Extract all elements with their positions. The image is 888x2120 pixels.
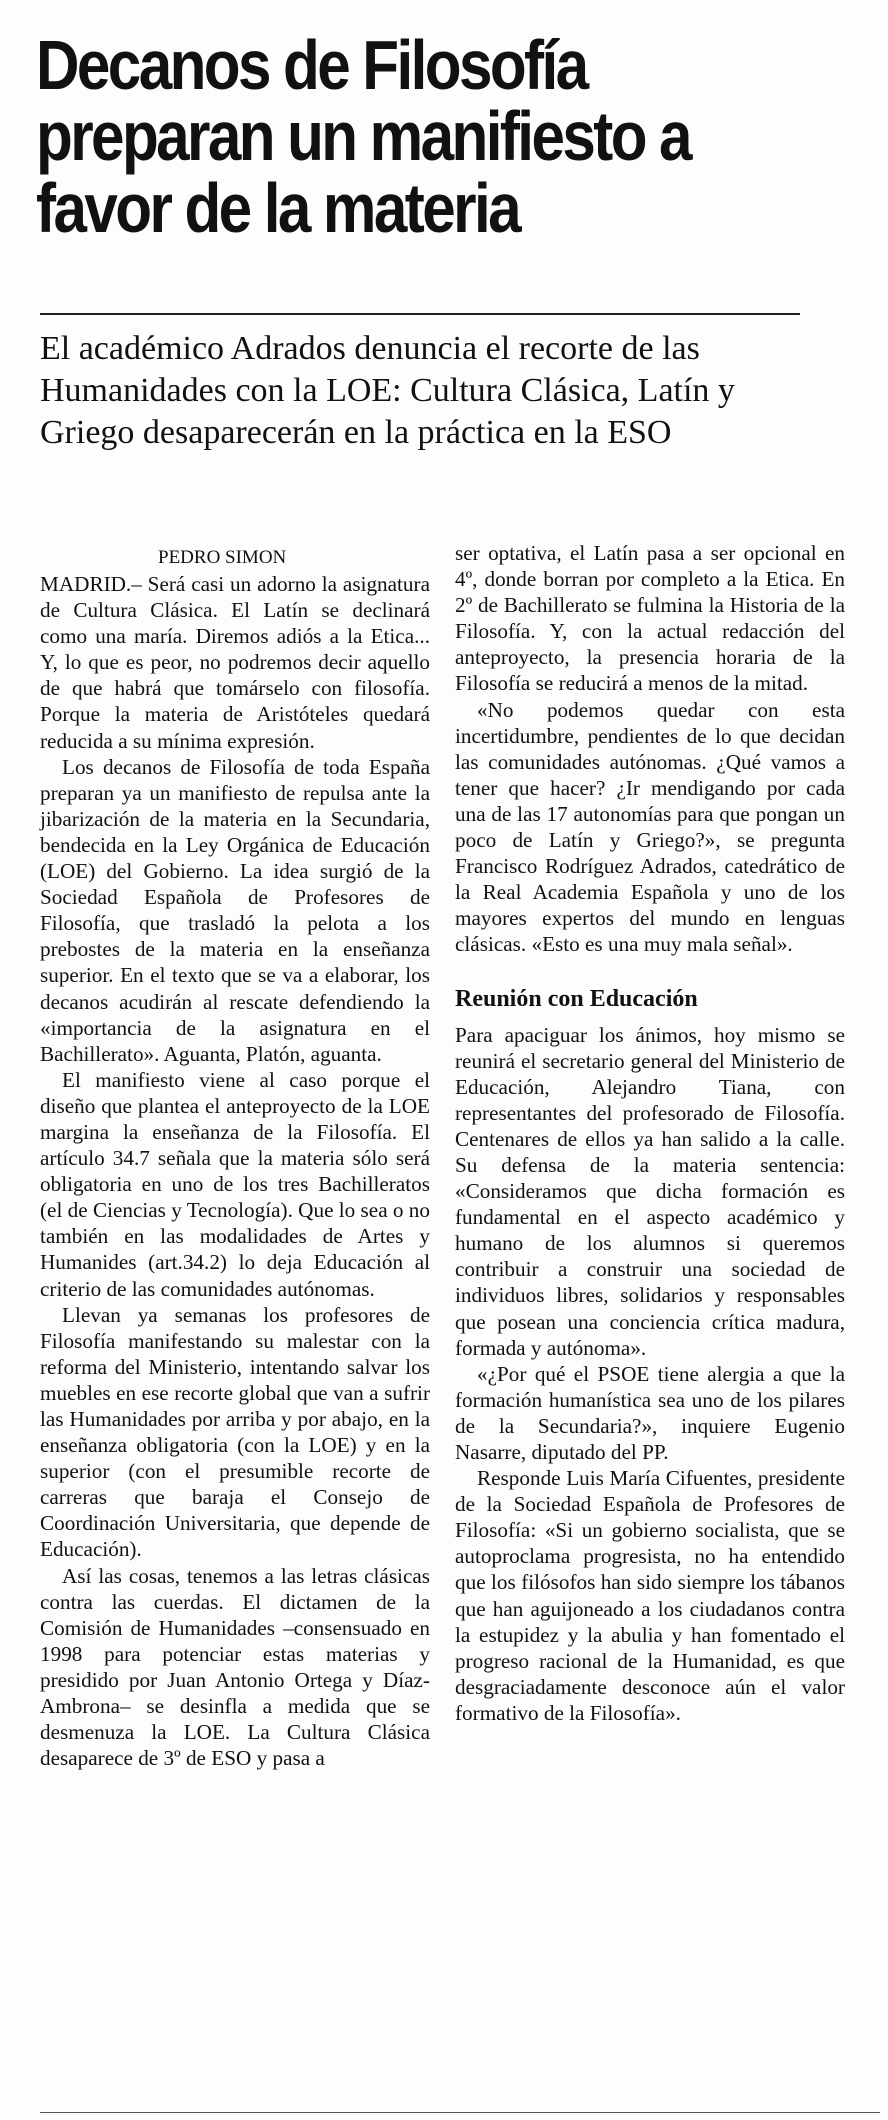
paragraph: «No podemos quedar con esta incertidumbre, pendientes de lo que decidan las comunidades autónomas. ¿Qué vamos a tener que hacer? ¿Ir mendigando por cada una de las 17 autonomías para que pongan un poco de Latín y Griego?», se pregunta Francisco Rodríguez Adrados, catedrático de la Real Academia Española y uno de los mayores expertos del mundo en lenguas clásicas. «Esto es una muy mala señal».: [455, 697, 845, 957]
paragraph: Para apaciguar los ánimos, hoy mismo se reunirá el secretario general del Ministerio de Educación, Alejandro Tiana, con representantes del profesorado de Filosofía. Centenares de ellos ya han salido a la calle. Su defensa de la materia sentencia: «Consideramos que dicha formación es fundamental en el aspecto académico y humano de los alumnos si queremos contribuir a construir una sociedad de individuos libres, solidarios y responsables que posean una conciencia crítica madura, formada y autónoma».: [455, 1022, 845, 1360]
paragraph: Así las cosas, tenemos a las letras clásicas contra las cuerdas. El dictamen de la Comisión de Humanidades –consensuado en 1998 para potenciar estas materias y presidido por Juan Antonio Ortega y Díaz-Ambrona– se desinfla a medida que se desmenuza la LOE. La Cultura Clásica desaparece de 3º de ESO y pasa a: [40, 1563, 430, 1771]
article-column-left: [40, 545, 430, 1771]
paragraph: Llevan ya semanas los profesores de Filosofía manifestando su malestar con la reforma del Ministerio, intentando salvar los muebles en ese recorte global que van a sufrir las Humanidades por arriba y por abajo, en la enseñanza obligatoria (con la LOE) y en la superior (con el presumible recorte de carreras que baraja el Consejo de Coordinación Universitaria, que depende de Educación).: [40, 1302, 430, 1562]
paragraph: MADRID.– Será casi un adorno la asignatura de Cultura Clásica. El Latín se declinará como una maría. Diremos adiós a la Etica... Y, lo que es peor, no podremos decir aquello de que habrá que tomárselo con filosofía. Porque la materia de Aristóteles quedará reducida a su mínima expresión.: [40, 572, 430, 753]
paragraph: Responde Luis María Cifuentes, presidente de la Sociedad Española de Profesores de Filosofía: «Si un gobierno socialista, que se autoproclama progresista, no ha entendido que los filósofos han sido siempre los tábanos que han aguijoneado a los ciudadanos contra la estupidez y la abulia y han fomentado el progreso racional de la Humanidad, es que desgraciadamente desconoce aún el valor formativo de la Filosofía».: [455, 1466, 845, 1725]
byline: PEDRO SIMON: [158, 547, 287, 568]
paragraph: ser optativa, el Latín pasa a ser opcional en 4º, donde borran por completo a la Etica. En 2º de Bachillerato se fulmina la Historia de la Filosofía. Y, con la actual redacción del anteproyecto, la presencia horaria de la Filosofía se reducirá a menos de la mitad.: [455, 541, 845, 696]
paragraph: El manifiesto viene al caso porque el diseño que plantea el anteproyecto de la LOE margina la enseñanza de la Filosofía. El artículo 34.7 señala que la materia sólo será obligatoria en uno de los tres Bachilleratos (el de Ciencias y Tecnología). Que lo sea o no también en las modalidades de Artes y Humanides (art.34.2) lo deja Educación al criterio de las comunidades autónomas.: [40, 1067, 430, 1301]
paragraph: «¿Por qué el PSOE tiene alergia a que la formación humanística sea uno de los pilares de la Secundaria?», inquiere Eugenio Nasarre, diputado del PP.: [455, 1361, 845, 1464]
article-column-right: [455, 540, 845, 1726]
subheadline: El académico Adrados denuncia el recorte de las Humanidades con la LOE: Cultura Clásica, Latín y Griego desaparecerán en la práctica en la ESO: [40, 330, 735, 451]
section-heading: Reunión con Educación: [455, 985, 698, 1012]
paragraph: Los decanos de Filosofía de toda España preparan ya un manifiesto de repulsa ante la jibarización de la materia en la Secundaria, bendecida en la Ley Orgánica de Educación (LOE) del Gobierno. La idea surgió de la Sociedad Española de Profesores de Filosofía, que trasladó la pelota a los prebostes de la materia en la enseñanza superior. En el texto que se va a elaborar, los decanos acudirán al rescate defendiendo la «importancia de la asignatura en el Bachillerato». Aguanta, Platón, aguanta.: [40, 754, 430, 1066]
headline-rule: [40, 313, 800, 315]
bottom-rule: [40, 2112, 880, 2113]
headline: Decanos de Filosofía preparan un manifiesto a favor de la materia: [36, 26, 690, 247]
